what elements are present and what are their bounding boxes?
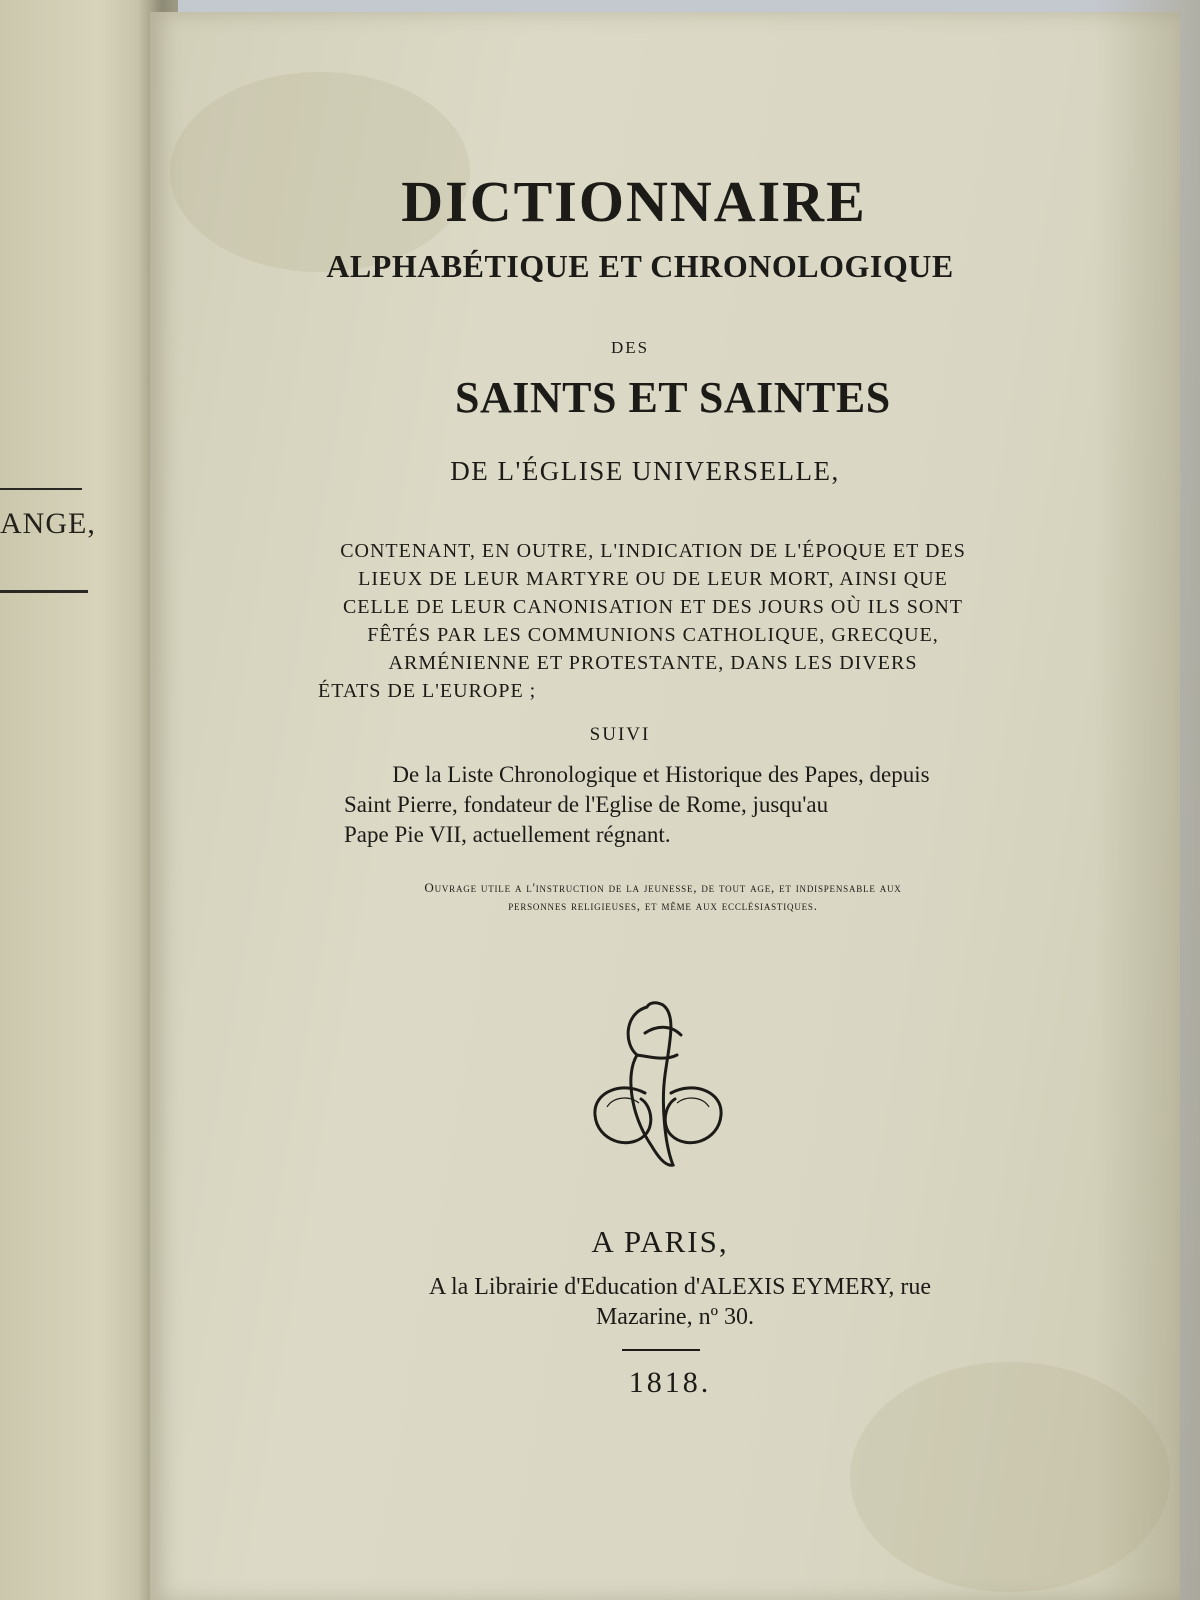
contenant-line: ÉTATS DE L'EUROPE ; <box>318 680 537 702</box>
contenant-line: CONTENANT, EN OUTRE, L'INDICATION DE L'ÉPOQUE ET DES <box>340 540 966 562</box>
imprint-city: A PARIS, <box>591 1224 729 1259</box>
liste-line: De la Liste Chronologique et Historique des Papes, depuis <box>392 762 930 787</box>
left-page-fragment-text: ANGE, <box>0 507 96 540</box>
title-des: DES <box>610 338 650 357</box>
imprint-rule <box>622 1349 700 1351</box>
contenant-line: CELLE DE LEUR CANONISATION ET DES JOURS OÙ ILS SONT <box>342 596 964 618</box>
contenant-line: ARMÉNIENNE ET PROTESTANTE, DANS LES DIVERS <box>388 652 918 674</box>
imprint-publisher: A la Librairie d'Education d'ALEXIS EYMERY, rue <box>428 1274 932 1300</box>
ouvrage-note-line: personnes religieuses, et même aux ecclésiastiques. <box>508 898 818 913</box>
imprint-address: Mazarine, nº 30. <box>595 1304 755 1330</box>
liste-line: Pape Pie VII, actuellement régnant. <box>344 822 671 847</box>
contenant-line: LIEUX DE LEUR MARTYRE OU DE LEUR MORT, AINSI QUE <box>358 568 948 590</box>
publication-year: 1818. <box>628 1366 712 1399</box>
title-dictionnaire: DICTIONNAIRE <box>401 169 867 234</box>
liste-line: Saint Pierre, fondateur de l'Eglise de Rome, jusqu'au <box>344 792 829 817</box>
subtitle-alphabetique: ALPHABÉTIQUE ET CHRONOLOGIQUE <box>326 248 954 284</box>
ae-monogram-ornament <box>585 995 730 1175</box>
contenant-line: FÊTÉS PAR LES COMMUNIONS CATHOLIQUE, GRECQUE, <box>367 624 939 646</box>
left-page-rule <box>0 590 88 593</box>
left-page-rule <box>0 488 82 490</box>
title-saints-et-saintes: SAINTS ET SAINTES <box>455 373 891 422</box>
suivi-label: SUIVI <box>589 724 651 745</box>
ouvrage-note-line: Ouvrage utile a l'instruction de la jeunesse, de tout age, et indispensable aux <box>424 880 902 895</box>
page-edge-shadow <box>1095 0 1200 1600</box>
title-eglise-universelle: DE L'ÉGLISE UNIVERSELLE, <box>450 456 840 486</box>
